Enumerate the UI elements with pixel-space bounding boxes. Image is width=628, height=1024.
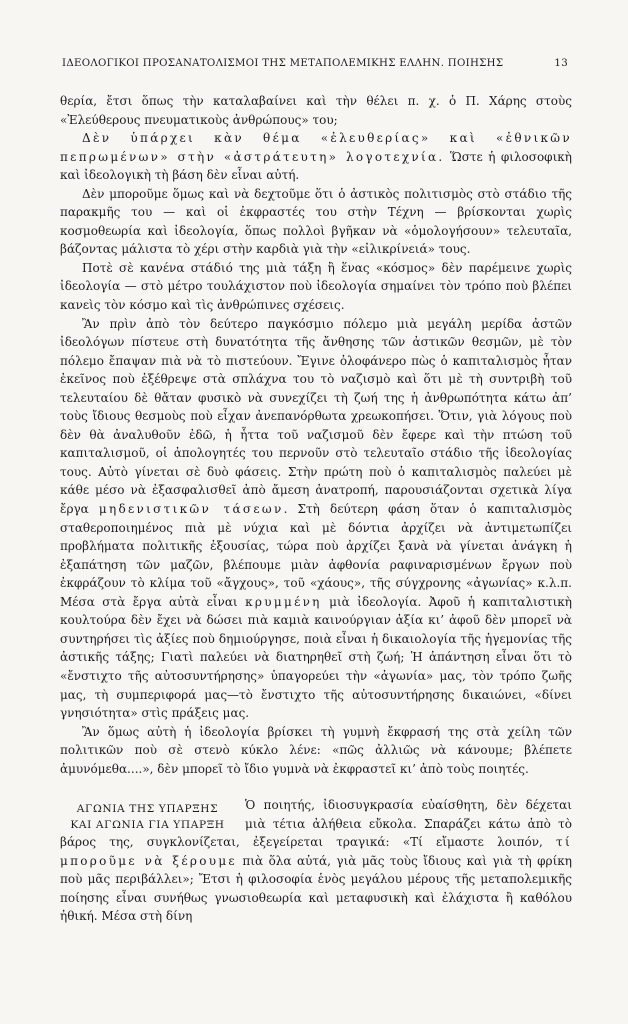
section-heading-line: ΑΓΩΝΙΑ ΤΗΣ ΥΠΑΡΞΗΣ	[76, 803, 219, 815]
spaced-text: μηδενιστικῶν τάσεων	[98, 502, 284, 517]
paragraph-text: πιὰ ὅλα αὐτά, γιὰ μᾶς τοὺς ἴδιους καὶ γιὰ τὴ φρίκη ποὺ μᾶς περιβάλλει»; Ἔτσι ἡ φιλοσοφία ἑνὸς μεγάλου μέρους τῆς μεταπολεμικῆς ποίησης εἶναι συνήθως γνωσιοθεωρία καὶ μεταφυσικὴ καὶ ἐλάχιστα ἢ καθόλου ἠθική. Μέσα στὴ δίνη	[60, 853, 572, 924]
section-heading-line: ΚΑΙ ΑΓΩΝΙΑ ΓΙΑ ΥΠΑΡΞΗ	[70, 819, 225, 831]
page-number: 13	[554, 58, 568, 69]
main-text	[60, 92, 572, 778]
paragraph-text: Ὥστε ἡ φιλοσοφικὴ καὶ ἰδεολογικὴ τὴ βάση δὲν εἶναι αὐτή.	[60, 149, 572, 183]
spaced-text: κρυμμένη	[245, 594, 322, 609]
paragraph-text: μιὰ ἰδεολογία. Ἀφοῦ ἡ καπιταλιστικὴ κουλτούρα δὲν ἔχει νὰ δώσει πιὰ καμιὰ καινούργιαν ἀξία κι’ ἀφοῦ δὲν μπορεῖ νὰ συντηρήσει τὶς ἀξίες ποὺ δημιούργησε, ποιὰ εἶναι ἡ δικαιολογία τῆς ἡγεμονίας τῆς ἀστικῆς τάξης; Γιατὶ παλεύει νὰ διατηρηθεῖ στὴ ζωή; Ἡ ἀπάντηση εἶναι ὅτι τὸ «ἔνστιχτο τῆς αὐτοσυντήρησης» ὑπαγορεύει τὴν «ἀγωνία» μας, τὸν τρόπο ζωῆς μας, τὴ συμπεριφορά μας—τὸ ἔνστιχτο τῆς αὐτοσυντήρησης δικαιώνει, «δίνει γνησιότητα» στὶς πράξεις μας.	[60, 594, 572, 721]
spaced-text: Δὲν ὑπάρχει κὰν θέμα «ἐλευθερίας» καὶ «ἐθνικῶν πεπρωμένων» στὴν «ἀστράτευτη» λογοτεχνία.	[60, 131, 572, 164]
paragraph	[60, 129, 572, 185]
paragraph: Ποτὲ σὲ κανένα στάδιό της μιὰ τάξη ἢ ἕνας «κόσμος» δὲν παρέμεινε χωρὶς ἰδεολογία — στὸ μέτρο τουλάχιστον ποὺ ἰδεολογία σημαίνει τὸν τρόπο ποὺ βλέπει κανεὶς τὸν κόσμο καὶ τὶς ἀνθρώπινες σχέσεις.	[60, 260, 572, 313]
paragraph: Δὲν μποροῦμε ὅμως καὶ νὰ δεχτοῦμε ὅτι ὁ ἀστικὸς πολιτισμὸς στὸ στάδιο τῆς παρακμῆς του — καὶ οἱ ἐκφραστές του στὴν Τέχνη — βρίσκονται χωρὶς κοσμοθεωρία καὶ ἰδεολογία, ὅπως πολλοὶ βγῆκαν νὰ «ὁμολογήσουν» τελευταῖα, βάζοντας μάλιστα τὸ χέρι στὴν καρδιὰ γιὰ τὴν «εἰλικρίνειά» τους.	[60, 186, 572, 257]
spaced-text: τί μποροῦμε νὰ ξέρουμε	[60, 835, 572, 868]
paragraph: θερία, ἔτσι ὅπως τὴν καταλαβαίνει καὶ τὴν θέλει π. χ. ὁ Π. Χάρης στοὺς «Ἐλεύθερους πνευματικοὺς ἀνθρώπους» του;	[60, 94, 572, 127]
paragraph-text: Ἂν πρὶν ἀπὸ τὸν δεύτερο παγκόσμιο πόλεμο μιὰ μεγάλη μερίδα ἀστῶν ἰδεολόγων πίστευε στὴ δυνατότητα τῆς ἄνθησης τῶν ἀστικῶν θεσμῶν, μὲ τὸν πόλεμο ἔπαψαν πιὰ νὰ τὸ πιστεύουν. Ἔγινε ὁλοφάνερο πὼς ὁ καπιταλισμὸς ἦταν ἐκεῖνος ποὺ ἐξέθρεψε στὰ σπλάχνα του τὸ ναζισμὸ καὶ ὅτι μὲ τὴ συντριβὴ τοῦ τελευταίου δὲ θἄταν φυσικὸ νὰ συνεχίζει τὴ ζωή της ἡ ἀνθρωπότητα κάτω ἀπ’ τοὺς ἴδιους θεσμοὺς ποὺ εἶχαν ἀνεπανόρθωτα χρεωκοπήσει. Ὅτιν, γιὰ λόγους ποὺ δὲν θὰ ἀναλυθοῦν ἐδῶ, ἡ ἧττα τοῦ ναζισμοῦ δὲν ἔφερε καὶ τὴν πτώση τοῦ καπιταλισμοῦ, οἱ ἀπολογητές του περνοῦν στὸ τελευταῖο στάδιο τῆς ἰδεολογίας τους. Αὐτὸ γίνεται σὲ δυὸ φάσεις. Στὴν πρώτη ποὺ ὁ καπιταλισμὸς παλεύει μὲ κάθε μέσο νὰ ἐξασφαλισθεῖ ἀπὸ ἄμεση ἀνατροπή, παρουσιάζονται σχετικὰ λίγα ἔργα	[60, 316, 572, 517]
paragraph: Ἂν ὅμως αὐτὴ ἡ ἰδεολογία βρίσκει τὴ γυμνὴ ἔκφρασή της στὰ χείλη τῶν πολιτικῶν ποὺ σὲ στενὸ κύκλο λένε: «πῶς ἀλλιῶς νὰ κάνουμε; βλέπετε ἀμυνόμεθα....», δὲν μπορεῖ τὸ ἴδιο γυμνὰ νὰ ἐκφραστεῖ κι’ ἀπὸ τοὺς ποιητές.	[60, 724, 572, 776]
paragraph-text: . Στὴ δεύτερη φάση ὅταν ὁ καπιταλισμὸς σταθεροποιημένος πιὰ μὲ νύχια καὶ μὲ δόντια ἀρχίζει νὰ ἀντιμετωπίζει προβλήματα πολιτικῆς ἐξουσίας, τώρα ποὺ ἀρχίζει ξανὰ νὰ γίνεται ἀνάγκη ἡ ἐξαπάτηση τῶν μαζῶν, βλέπουμε μιὰν ἀφθονία ραφιναρισμένων ἔργων ποὺ ἐκφράζουν τὸ κλίμα τοῦ «ἄγχους», τοῦ «χάους», τῆς σύγχρονης «ἀγωνίας» κ.λ.π. Μέσα στὰ ἔργα αὐτὰ εἶναι	[60, 502, 572, 609]
section-block	[60, 796, 572, 926]
section-heading	[60, 801, 235, 833]
paragraph-text: Ὁ ποιητής, ἰδιοσυγκρασία εὐαίσθητη, δὲν δέχεται μιὰ τέτια ἀλήθεια εὔκολα. Σπαράζει κάτω ἀπὸ τὸ βάρος της, συγκλονίζεται, ἐξεγείρεται τραγικά: «Τί εἴμαστε λοιπόν,	[60, 798, 572, 850]
running-header	[62, 58, 568, 69]
running-title: ΙΔΕΟΛΟΓΙΚΟΙ ΠΡΟΣΑΝΑΤΟΛΙΣΜΟΙ ΤΗΣ ΜΕΤΑΠΟΛΕΜΙΚΗΣ ΕΛΛΗΝ. ΠΟΙΗΣΗΣ	[62, 58, 504, 69]
paragraph	[60, 315, 572, 723]
